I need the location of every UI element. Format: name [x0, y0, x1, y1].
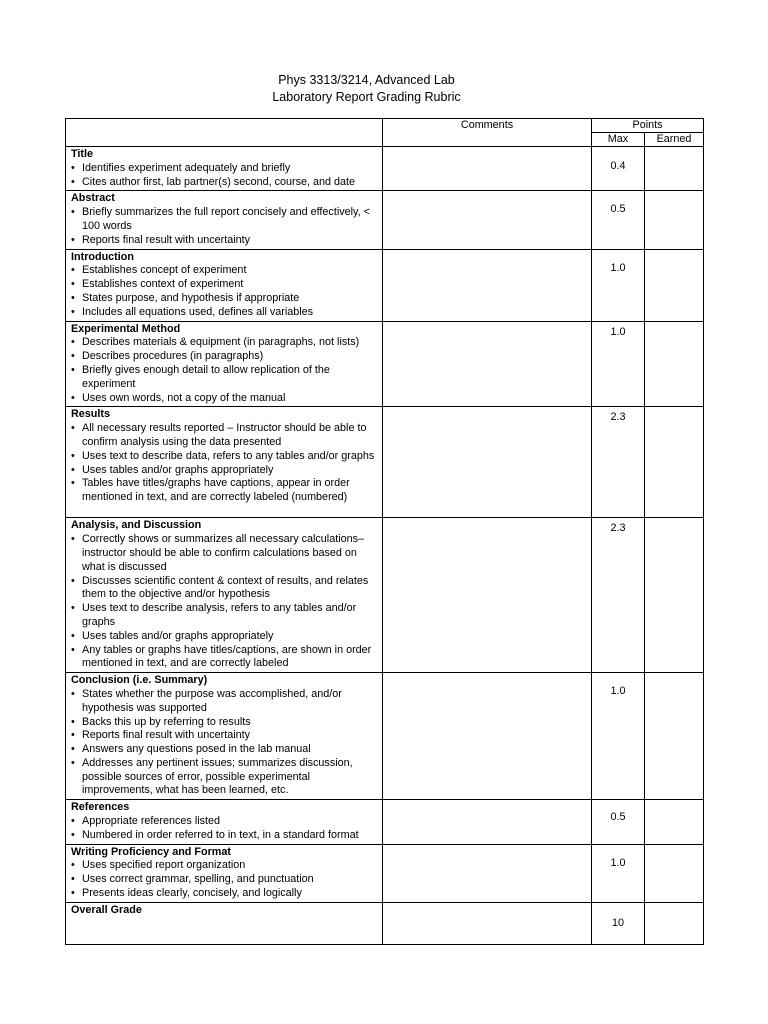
max-points-value: 2.3: [610, 522, 626, 535]
section-title: References: [71, 801, 130, 814]
criterion-item: • Backs this up by referring to results: [71, 716, 378, 730]
section-title: Analysis, and Discussion: [71, 519, 202, 532]
rubric-row-overall-grade: [66, 902, 704, 944]
criterion-item: • Any tables or graphs have titles/captions, are shown in order mentioned in text, and are correctly labeled: [71, 644, 378, 672]
earned-points-cell[interactable]: [645, 191, 704, 249]
earned-points-cell[interactable]: [645, 249, 704, 321]
criteria-cell: [66, 518, 383, 673]
criterion-item: • Correctly shows or summarizes all necessary calculations– instructor should be able to confirm calculations based on what is discussed: [71, 533, 378, 574]
rubric-row-experimental-method: [66, 321, 704, 407]
criterion-item: • Identifies experiment adequately and briefly: [71, 162, 378, 176]
max-points-cell: [592, 407, 645, 518]
document-title: Phys 3313/3214, Advanced Lab: [278, 73, 455, 87]
earned-points-cell[interactable]: [645, 844, 704, 902]
max-points-cell: [592, 800, 645, 844]
section-title: Experimental Method: [71, 322, 181, 335]
rubric-row-introduction: [66, 249, 704, 321]
criterion-item: • Numbered in order referred to in text, in a standard format: [71, 829, 378, 843]
criterion-item: • Briefly summarizes the full report concisely and effectively, < 100 words: [71, 206, 378, 234]
max-points-value: 1.0: [610, 685, 626, 698]
max-points-cell: [592, 191, 645, 249]
criterion-item: • Uses correct grammar, spelling, and punctuation: [71, 873, 378, 887]
max-points-cell: [592, 321, 645, 407]
grading-rubric-table: [65, 118, 704, 945]
criterion-item: • Establishes context of experiment: [71, 278, 378, 292]
earned-header: Earned: [645, 133, 704, 147]
max-points-value: 0.5: [610, 203, 626, 216]
section-title: Conclusion (i.e. Summary): [71, 674, 208, 687]
max-points-value: 0.4: [610, 160, 626, 172]
max-points-cell: [592, 518, 645, 673]
comments-cell[interactable]: [383, 800, 592, 844]
section-title: Abstract: [71, 192, 115, 205]
rubric-row-writing-proficiency-and-format: [66, 844, 704, 902]
max-points-value: 2.3: [610, 411, 626, 424]
comments-cell[interactable]: [383, 902, 592, 944]
criteria-cell: [66, 673, 383, 800]
rubric-row-analysis-and-discussion: [66, 518, 704, 673]
criterion-item: • Reports final result with uncertainty: [71, 729, 378, 743]
criterion-item: • Uses text to describe analysis, refers to any tables and/or graphs: [71, 602, 378, 630]
max-points-value: 1.0: [610, 325, 626, 338]
max-header: Max: [592, 133, 645, 147]
criterion-item: • Briefly gives enough detail to allow replication of the experiment: [71, 364, 378, 392]
earned-points-cell[interactable]: [645, 673, 704, 800]
rubric-row-references: [66, 800, 704, 844]
header-row: [66, 119, 704, 133]
max-points-value: 1.0: [610, 856, 626, 869]
criterion-item: • Includes all equations used, defines all variables: [71, 306, 378, 320]
criterion-item: • Uses specified report organization: [71, 859, 378, 873]
earned-points-cell[interactable]: [645, 321, 704, 407]
earned-points-cell[interactable]: [645, 902, 704, 944]
criteria-list: [71, 859, 378, 900]
criterion-item: • Presents ideas clearly, concisely, and logically: [71, 887, 378, 901]
points-header: Points: [592, 119, 704, 133]
max-points-cell: [592, 673, 645, 800]
rubric-row-results: [66, 407, 704, 518]
criterion-item: • Answers any questions posed in the lab manual: [71, 743, 378, 757]
criteria-cell: [66, 844, 383, 902]
comments-cell[interactable]: [383, 844, 592, 902]
earned-points-cell[interactable]: [645, 518, 704, 673]
section-title: Overall Grade: [71, 903, 142, 916]
criterion-item: • Reports final result with uncertainty: [71, 234, 378, 248]
comments-cell[interactable]: [383, 147, 592, 191]
criteria-cell: [66, 800, 383, 844]
criteria-list: [71, 422, 378, 505]
max-points-cell: [592, 147, 645, 191]
criteria-cell: [66, 147, 383, 191]
criteria-cell: [66, 902, 383, 944]
criterion-item: • Uses tables and/or graphs appropriately: [71, 630, 378, 644]
criterion-item: • Appropriate references listed: [71, 815, 378, 829]
section-title: Title: [71, 148, 93, 160]
rubric-row-abstract: [66, 191, 704, 249]
criteria-cell: [66, 249, 383, 321]
earned-points-cell[interactable]: [645, 147, 704, 191]
criteria-cell: [66, 191, 383, 249]
comments-cell[interactable]: [383, 321, 592, 407]
document-subtitle: Laboratory Report Grading Rubric: [272, 90, 461, 104]
criterion-item: • Uses tables and/or graphs appropriately: [71, 464, 378, 478]
criterion-item: • Describes materials & equipment (in paragraphs, not lists): [71, 336, 378, 350]
criteria-list: [71, 206, 378, 247]
comments-cell[interactable]: [383, 249, 592, 321]
criteria-cell: [66, 407, 383, 518]
criteria-list: [71, 162, 378, 190]
criteria-list: [71, 336, 378, 405]
comments-cell[interactable]: [383, 191, 592, 249]
comments-header: Comments: [383, 119, 592, 147]
criteria-list: [71, 688, 378, 798]
max-points-value: 1.0: [610, 261, 626, 274]
criterion-item: • Cites author first, lab partner(s) second, course, and date: [71, 176, 378, 190]
criterion-item: • Tables have titles/graphs have captions, appear in order mentioned in text, and are correctly labeled (numbered): [71, 477, 378, 505]
max-points-cell: [592, 249, 645, 321]
page-title-block: [0, 72, 733, 106]
criteria-list: [71, 533, 378, 671]
section-title: Introduction: [71, 250, 134, 263]
section-title: Results: [71, 408, 111, 421]
criteria-list: [71, 815, 378, 843]
criteria-cell: [66, 321, 383, 407]
criteria-header-cell: [66, 119, 383, 147]
comments-cell[interactable]: [383, 407, 592, 518]
criterion-item: • Discusses scientific content & context of results, and relates them to the objective and/or hypothesis: [71, 575, 378, 603]
earned-points-cell[interactable]: [645, 407, 704, 518]
criterion-item: • Uses text to describe data, refers to any tables and/or graphs: [71, 450, 378, 464]
criterion-item: • States whether the purpose was accomplished, and/or hypothesis was supported: [71, 688, 378, 716]
max-points-cell: [592, 844, 645, 902]
max-points-value: 10: [611, 916, 624, 929]
rubric-row-title: [66, 147, 704, 191]
criterion-item: • Establishes concept of experiment: [71, 264, 378, 278]
rubric-row-conclusion-i-e-summary: [66, 673, 704, 800]
max-points-value: 0.5: [610, 811, 626, 824]
criterion-item: • States purpose, and hypothesis if appropriate: [71, 292, 378, 306]
criterion-item: • Addresses any pertinent issues; summarizes discussion, possible sources of error, possible experimental improvements, what has been learned, etc.: [71, 757, 378, 798]
criterion-item: • Describes procedures (in paragraphs): [71, 350, 378, 364]
comments-cell[interactable]: [383, 518, 592, 673]
criteria-list: [71, 264, 378, 319]
max-points-cell: [592, 902, 645, 944]
earned-points-cell[interactable]: [645, 800, 704, 844]
criterion-item: • Uses own words, not a copy of the manual: [71, 392, 378, 406]
section-title: Writing Proficiency and Format: [71, 845, 231, 858]
comments-cell[interactable]: [383, 673, 592, 800]
criterion-item: • All necessary results reported – Instructor should be able to confirm analysis using the data presented: [71, 422, 378, 450]
